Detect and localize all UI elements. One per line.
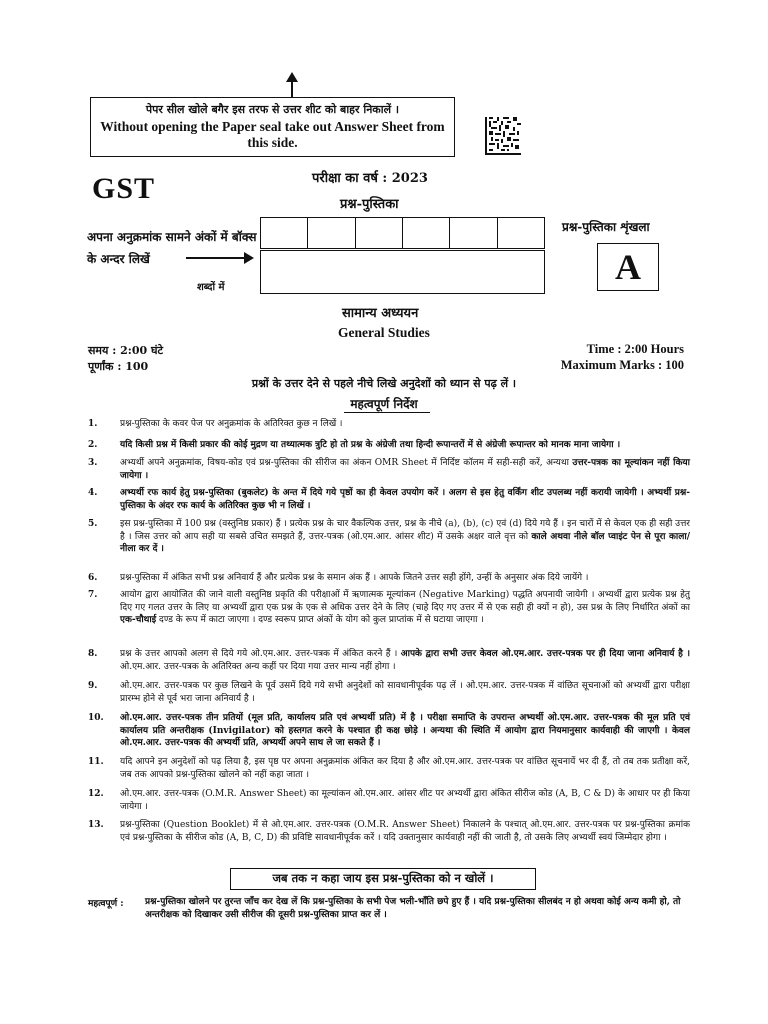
heading-underline xyxy=(344,412,430,413)
important-heading: महत्वपूर्ण निर्देश xyxy=(350,397,418,411)
instruction-item xyxy=(88,589,690,627)
series-value: A xyxy=(597,243,659,291)
instruction-number: 9. xyxy=(88,681,98,691)
instruction-text: ओ.एम.आर. उत्तर-पत्रक पर कुछ लिखने के पूर्व उसमें दिये गये सभी अनुदेशों को सावधानीपूर्वक पढ़ लें । ओ.एम.आर. उत्तर-पत्रक में वांछित सूचनाओं को अभ्यर्थी द्वारा परीक्षा प्रारम्भ होने से पूर्व भरा जाना अनिवार्य है । xyxy=(120,681,690,704)
instruction-text-bold: एक-चौथाई xyxy=(120,615,157,625)
instruction-number: 3. xyxy=(88,458,98,468)
seal-notice-hindi: पेपर सील खोले बगैर इस तरफ से उत्तर शीट को बाहर निकालें । xyxy=(145,103,400,116)
instruction-item xyxy=(88,418,690,431)
exam-year: परीक्षा का वर्ष : 2023 xyxy=(312,171,428,186)
instruction-number: 6. xyxy=(88,573,98,583)
instruction-number: 2. xyxy=(88,440,98,450)
important-note-label: महत्वपूर्ण : xyxy=(88,899,124,909)
roll-digit-box[interactable] xyxy=(356,218,403,248)
instruction-text-bold: काले अथवा नीले बॉल प्वाइंट पेन से पूरा काला/नीला कर दें । xyxy=(120,531,690,554)
paper-code: GST xyxy=(92,172,156,205)
series-label: प्रश्न-पुस्तिका शृंखला xyxy=(562,220,650,234)
instruction-text: अभ्यर्थी अपने अनुक्रमांक, विषय-कोड एवं प्रश्न-पुस्तिका की सीरीज का अंकन OMR Sheet में निर्दिष्ट कॉलम में सही-सही करें, अन्यथा xyxy=(120,458,569,468)
roll-digit-box[interactable] xyxy=(261,218,308,248)
do-not-open-notice: जब तक न कहा जाय इस प्रश्न-पुस्तिका को न खोलें । xyxy=(230,868,536,890)
instruction-item xyxy=(88,572,690,585)
important-note-body: प्रश्न-पुस्तिका खोलने पर तुरन्त जाँच कर देख लें कि प्रश्न-पुस्तिका के सभी पेज भली-भाँति छपे हुए हैं । यदि प्रश्न-पुस्तिका सीलबंद न हो अथवा कोई अन्य कमी हो, तो अन्तरीक्षक को दिखाकर उसी सीरीज की दूसरी प्रश्न-पुस्तिका प्राप्त कर लें । xyxy=(145,897,681,920)
instruction-item xyxy=(88,487,690,512)
instruction-text-bold: उत्तर-पत्रक का मूल्यांकन नहीं किया जायेगा । xyxy=(120,458,690,481)
instruction-text: प्रश्न के उत्तर आपको अलग से दिये गये ओ.एम.आर. उत्तर-पत्रक में अंकित करने हैं । xyxy=(120,649,398,659)
qr-code-icon xyxy=(485,117,521,155)
booklet-label: प्रश्न-पुस्तिका xyxy=(340,197,399,212)
instruction-text-bold: ओ.एम.आर. उत्तर-पत्रक तीन प्रतियों (मूल प्रति, कार्यालय प्रति एवं अभ्यर्थी प्रति) में है । परीक्षा समाप्ति के उपरान्त अभ्यर्थी ओ.एम.आर. उत्तर-पत्रक की मूल प्रति एवं कार्यालय प्रति अन्तरीक्षक (Invigilator) को हस्तगत करने के पश्चात ही कक्ष छोड़े । अन्यथा की स्थिति में आयोग द्वारा नियमानुसार कार्यवाही की जाएगी । केवल ओ.एम.आर. उत्तर-पत्रक की अभ्यर्थी प्रति, अभ्यर्थी अपने साथ ले जा सकते हैं । xyxy=(120,713,690,748)
seal-notice-english: Without opening the Paper seal take out Answer Sheet from this side. xyxy=(100,119,445,150)
instruction-item xyxy=(88,457,690,482)
instruction-number: 12. xyxy=(88,789,104,799)
instruction-number: 1. xyxy=(88,419,98,429)
instruction-text: ओ.एम.आर. उत्तर-पत्रक के अतिरिक्त अन्य कहीं पर दिया गया उत्तर मान्य नहीं होगा । xyxy=(120,661,396,672)
instruction-number: 5. xyxy=(88,519,98,529)
instruction-text: इस प्रश्न-पुस्तिका में 100 प्रश्न (वस्तुनिष्ठ प्रकार) हैं । प्रत्येक प्रश्न के चार वैकल्पिक उत्तर, प्रश्न के नीचे (a), (b), (c) एवं (d) दिये गये हैं । इन चारों में से केवल एक ही सही उत्तर है । जिस उत्तर को आप सही या सबसे उचित समझते हैं, उत्तर-पत्रक (ओ.एम.आर. आंसर शीट) में उसके अक्षर वाले वृत्त को xyxy=(120,519,690,542)
instruction-number: 13. xyxy=(88,820,104,830)
instruction-item xyxy=(88,680,690,705)
time-hindi: समय : 2:00 घंटे xyxy=(88,344,164,357)
instruction-text-bold: आपके द्वारा सभी उत्तर केवल ओ.एम.आर. उत्तर-पत्रक पर ही दिया जाना अनिवार्य है । xyxy=(400,649,690,659)
instruction-item xyxy=(88,756,690,781)
instruction-number: 8. xyxy=(88,649,98,659)
in-words-label: शब्दों में xyxy=(197,282,225,293)
roll-digit-box[interactable] xyxy=(308,218,355,248)
instruction-text: प्रश्न-पुस्तिका में अंकित सभी प्रश्न अनिवार्य हैं और प्रत्येक प्रश्न के समान अंक हैं । आपके जितने उत्तर सही होंगे, उन्हीं के अनुसार अंक दिये जायेंगे । xyxy=(120,573,589,583)
instruction-text: प्रश्न-पुस्तिका के कवर पेज पर अनुक्रमांक के अतिरिक्त कुछ न लिखें । xyxy=(120,419,343,429)
roll-number-digits-grid[interactable] xyxy=(260,217,545,249)
instruction-text-bold: अभ्यर्थी रफ कार्य हेतु प्रश्न-पुस्तिका (बुकलेट) के अन्त में दिये गये पृष्ठों का ही केवल उपयोग करें । अलग से इस हेतु वर्किंग शीट उपलब्ध नहीं करायी जायेगी । अभ्यर्थी प्रश्न-पुस्तिका के अंदर रफ कार्य के अतिरिक्त कुछ भी न लिखें । xyxy=(120,488,690,511)
instruction-item xyxy=(88,788,690,813)
time-english: Time : 2:00 Hours xyxy=(586,342,684,356)
instruction-item xyxy=(88,712,690,750)
roll-number-instruction: अपना अनुक्रमांक सामने अंकों में बॉक्स के अन्दर लिखें xyxy=(87,230,257,266)
subject-hindi: सामान्य अध्ययन xyxy=(342,306,419,321)
marks-english: Maximum Marks : 100 xyxy=(560,358,684,372)
up-arrow-shaft xyxy=(291,80,293,98)
roll-digit-box[interactable] xyxy=(450,218,497,248)
instruction-item xyxy=(88,518,690,556)
instruction-text: दण्ड के रूप में काटा जाएगा । दण्ड स्वरूप प्राप्त अंकों के योग को कुल प्राप्तांक में से घटाया जाएगा । xyxy=(159,615,484,625)
instruction-item xyxy=(88,439,690,452)
instruction-text: ओ.एम.आर. उत्तर-पत्रक (O.M.R. Answer Sheet) का मूल्यांकन ओ.एम.आर. आंसर शीट पर अभ्यर्थी द्वारा अंकित सीरीज कोड (A, B, C & D) के आधार पर ही किया जायेगा । xyxy=(120,789,690,812)
instruction-number: 4. xyxy=(88,488,98,498)
instruction-text-bold: यदि किसी प्रश्न में किसी प्रकार की कोई मुद्रण या तथ्यात्मक त्रुटि हो तो प्रश्न के अंग्रेजी तथा हिन्दी रूपान्तरों में से अंग्रेजी रूपान्तर को मानक माना जायेगा । xyxy=(120,440,621,450)
read-instruction: प्रश्नों के उत्तर देने से पहले नीचे लिखे अनुदेशों को ध्यान से पढ़ लें । xyxy=(251,377,517,390)
instruction-item xyxy=(88,648,690,673)
marks-hindi: पूर्णांक : 100 xyxy=(88,360,149,373)
instruction-item xyxy=(88,819,690,844)
roll-number-words-box[interactable] xyxy=(260,250,545,294)
important-note-text xyxy=(145,896,691,922)
instruction-number: 11. xyxy=(88,757,104,767)
right-arrow-icon xyxy=(244,252,254,264)
roll-digit-box[interactable] xyxy=(403,218,450,248)
roll-digit-box[interactable] xyxy=(498,218,544,248)
seal-notice-box xyxy=(90,97,455,157)
instruction-text: आयोग द्वारा आयोजित की जाने वाली वस्तुनिष्ठ प्रकृति की परीक्षाओं में ऋणात्मक मूल्यांकन (Negative Marking) पद्धति अपनायी जायेगी । अभ्यर्थी द्वारा प्रत्येक प्रश्न हेतु दिए गए गलत उत्तर के लिए या अभ्यर्थी द्वारा एक प्रश्न के एक से अधिक उत्तर देने के लिए (चाहे दिए गए उत्तर में से एक सही ही क्यों न हो), उस प्रश्न के लिए निर्धारित अंकों का xyxy=(120,590,690,613)
instruction-number: 10. xyxy=(88,713,104,723)
instruction-text: यदि आपने इन अनुदेशों को पढ़ लिया है, इस पृष्ठ पर अपना अनुक्रमांक अंकित कर दिया है और ओ.एम.आर. उत्तर-पत्रक पर वांछित सूचनायें भर दी हैं, तो तब तक प्रतीक्षा करें, जब तक आपको प्रश्न-पुस्तिका खोलने को नहीं कहा जाता । xyxy=(120,757,690,780)
instruction-number: 7. xyxy=(88,590,98,600)
right-arrow-shaft xyxy=(186,257,246,259)
subject-english: General Studies xyxy=(338,325,430,340)
instruction-text: प्रश्न-पुस्तिका (Question Booklet) में से ओ.एम.आर. उत्तर-पत्रक (O.M.R. Answer Sheet) निकालने के पश्चात् ओ.एम.आर. उत्तर-पत्रक पर प्रश्न-पुस्तिका क्रमांक एवं प्रश्न-पुस्तिका के सीरीज कोड (A, B, C, D) की प्रविष्टि सावधानीपूर्वक करें । यदि उक्तानुसार कार्यवाही नहीं की जाती है, तो उसके लिए अभ्यर्थी स्वयं जिम्मेदार होगा । xyxy=(120,820,690,843)
